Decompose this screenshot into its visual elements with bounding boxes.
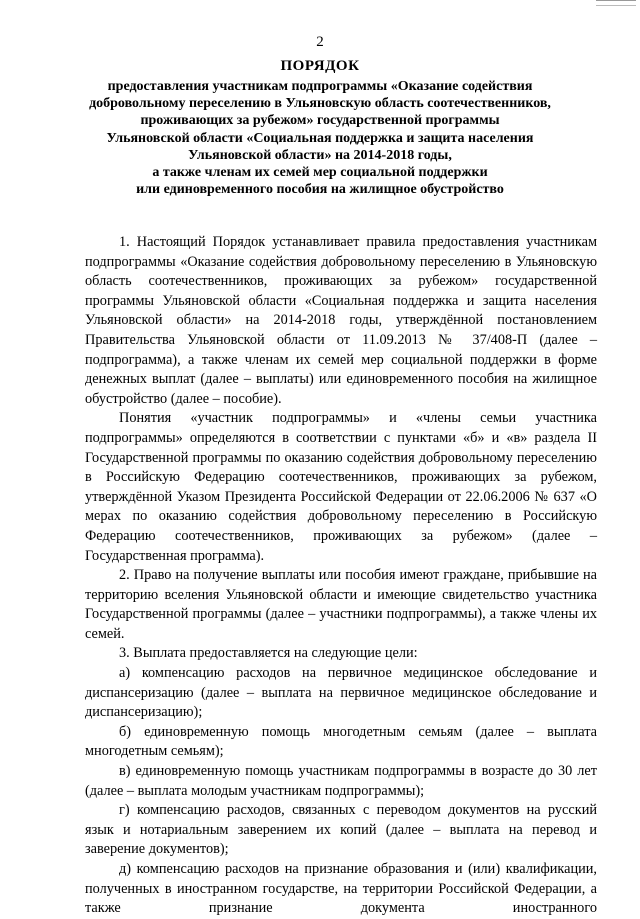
list-item-a: а) компенсацию расходов на первичное медицинское обследование и диспансеризацию (далее – выплата на первичное медицинское обследование и диспансеризацию); [85,665,597,721]
list-item-v: в) единовременную помощь участникам подпрограммы в возрасте до 30 лет (далее – выплата молодым участникам подпрограммы); [85,763,597,799]
list-item-g: г) компенсацию расходов, связанных с переводом документов на русский язык и нотариальным заверением их копий (далее – выплата на перевод и заверение документов); [85,802,597,858]
paragraph-definitions: Понятия «участник подпрограммы» и «члены семьи участника подпрограммы» определяются в соответствии с пунктами «б» и «в» раздела II Государственной программы по оказанию содействия добровольному переселению в Российскую Федерацию соотечественников, проживающих за рубежом, утверждённой Указом Президента Российской Федерации от 22.06.2006 № 637 «О мерах по оказанию содействия добровольному переселению в Российскую Федерацию соотечественников, проживающих за рубежом» (далее – Государственная программа). [85,410,597,564]
paragraph-1: 1. Настоящий Порядок устанавливает правила предоставления участникам подпрограммы «Оказание содействия добровольному переселению в Ульяновскую область соотечественников, проживающих за рубежом» государственной программы Ульяновской области «Социальная поддержка и защита населения Ульяновской области» на 2014-2018 годы, утверждённой постановлением Правительства Ульяновской области от 11.09.2013 № 37/408-П (далее – подпрограмма), а также членам их семей мер социальной поддержки в форме денежных выплат (далее – выплаты) или единовременного пособия на жилищное обустройство (далее – пособие). [85,234,597,407]
page-number: 2 [316,34,324,50]
paragraph-2: 2. Право на получение выплаты или пособия имеют граждане, прибывшие на территорию вселения Ульяновской области и имеющие свидетельство участника Государственной программы (далее – участники подпрограммы), а также члены их семей. [85,567,597,642]
subtitle-line: Ульяновской области» на 2014-2018 годы, [188,147,452,163]
paragraph-3: 3. Выплата предоставляется на следующие цели: [119,645,418,662]
subtitle-line: или единовременного пособия на жилищное обустройство [136,182,504,198]
document-subtitle [60,78,580,198]
subtitle-line: Ульяновской области «Социальная поддержка и защита населения [106,130,534,146]
list-item-d: д) компенсацию расходов на признание образования и (или) квалификации, полученных в иностранном государстве, на территории Российской Федерации, а также признание документа иностранного [85,861,597,917]
subtitle-line: добровольному переселению в Ульяновскую область соотечественников, [89,96,551,112]
document-title: ПОРЯДОК [280,58,360,74]
subtitle-line: проживающих за рубежом» государственной программы [140,113,500,129]
list-item-b: б) единовременную помощь многодетным семьям (далее – выплата многодетным семьям); [85,723,597,760]
scan-corner-mark [596,0,636,6]
document-body [85,233,597,919]
subtitle-line: предоставления участникам подпрограммы «Оказание содействия [107,79,533,94]
subtitle-line: а также членам их семей мер социальной поддержки [152,165,488,181]
